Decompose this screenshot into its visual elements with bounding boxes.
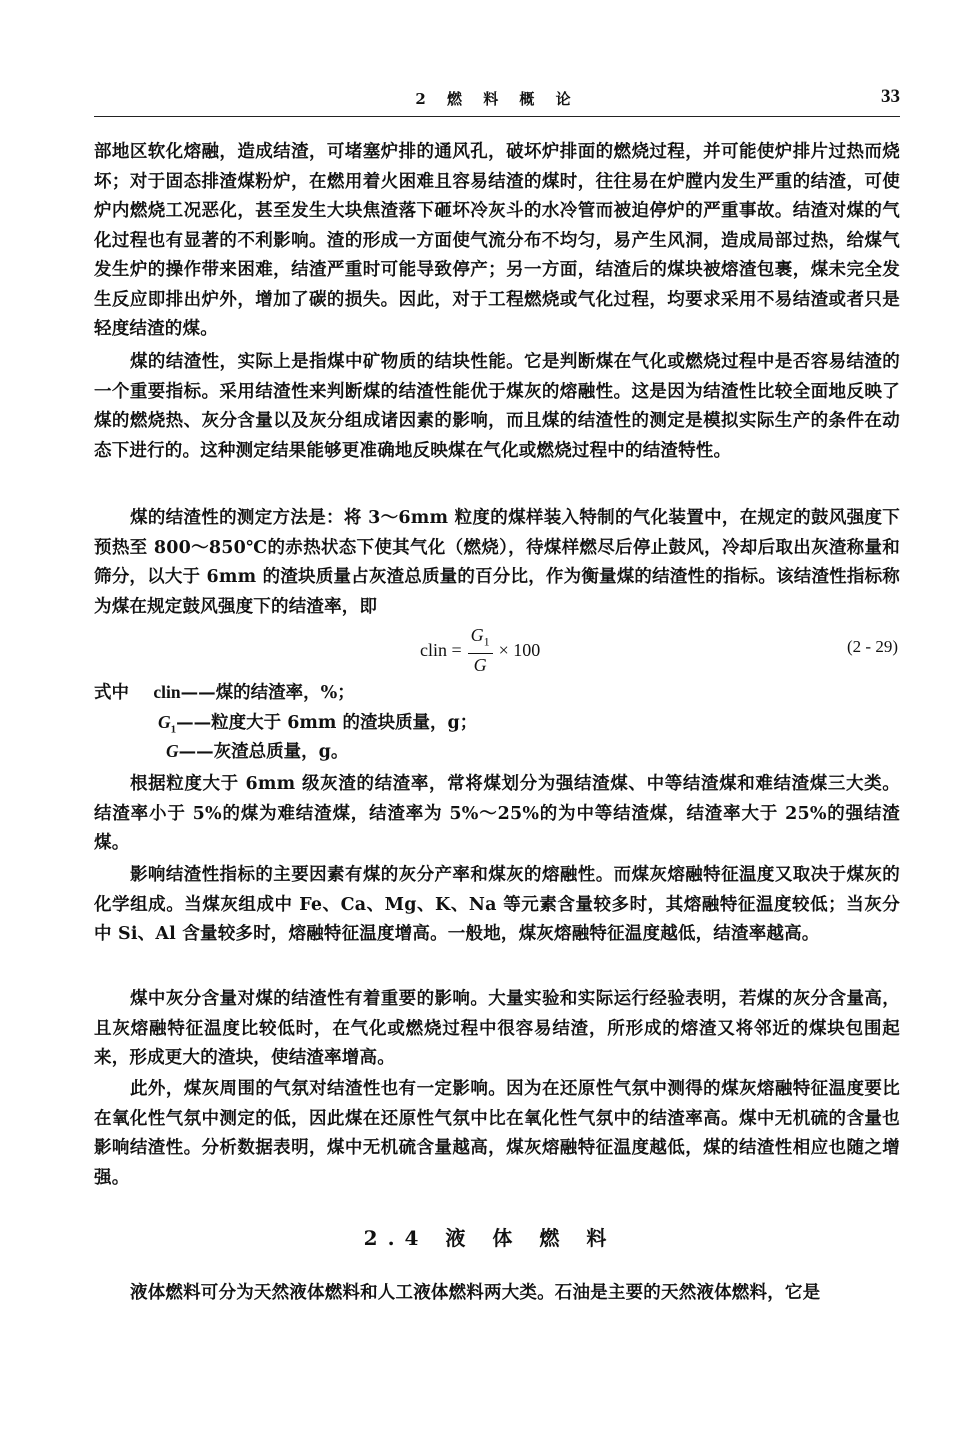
- paragraph-liquid-fuels: 液体燃料可分为天然液体燃料和人工液体燃料两大类。石油是主要的天然液体燃料，它是: [130, 1283, 821, 1303]
- paragraph-slagging-definition: 煤的结渣性，实际上是指煤中矿物质的结块性能。它是判断煤在气化或燃烧过程中是否容易结渣的一个重要指标。采用结渣性来判断煤的结渣性能优于煤灰的熔融性。这是因为结渣性比较全面地反映了煤的燃烧热、灰分含量以及灰分组成诸因素的影响，而且煤的结渣性的测定是模拟实际生产的条件在动态下进行的。这种测定结果能够更准确地反映煤在气化或燃烧过程中的结渣特性。: [94, 352, 900, 461]
- section-heading: 2.4 液 体 燃 料: [363, 1226, 617, 1250]
- page-header: [94, 86, 900, 116]
- paragraph-classification: 根据粒度大于 6mm 级灰渣的结渣率，常将煤划分为强结渣煤、中等结渣煤和难结渣煤三大类。结渣率小于 5%的煤为难结渣煤，结渣率为 5%～25%的为中等结渣煤，结渣率大于 25%的强结渣煤。: [94, 774, 900, 853]
- paragraph-slagging-effects: 部地区软化熔融，造成结渣，可堵塞炉排的通风孔，破坏炉排面的燃烧过程，并可能使炉排片过热而烧坏；对于固态排渣煤粉炉，在燃用着火困难且容易结渣的煤时，往往易在炉膛内发生严重的结渣，可使炉内燃烧工况恶化，甚至发生大块焦渣落下砸坏冷灰斗的水冷管而被迫停炉的严重事故。结渣对煤的气化过程也有显著的不利影响。渣的形成一方面使气流分布不均匀，易产生风洞，造成局部过热，给煤气发生炉的操作带来困难，结渣严重时可能导致停产；另一方面，结渣后的煤块被熔渣包裹，煤未完全发生反应即排出炉外，增加了碳的损失。因此，对于工程燃烧或气化过程，均要求采用不易结渣或者只是轻度结渣的煤。: [94, 142, 900, 339]
- paragraph-atmosphere: 此外，煤灰周围的气氛对结渣性也有一定影响。因为在还原性气氛中测得的煤灰熔融特征温度要比在氧化性气氛中测定的低，因此煤在还原性气氛中比在氧化性气氛中的结渣率高。煤中无机硫的含量也影响结渣性。分析数据表明，煤中无机硫含量越高，煤灰熔融特征温度越低，煤的结渣性相应也随之增强。: [94, 1079, 900, 1188]
- symbol-g: G: [166, 741, 179, 761]
- definition-g1-text: ——粒度大于 6mm 的渣块质量，g；: [176, 713, 478, 733]
- formula-fraction: [468, 625, 493, 675]
- header-rule: [94, 116, 900, 117]
- definition-clin: [94, 678, 355, 708]
- definition-g-text: ——灰渣总质量，g。: [178, 742, 349, 762]
- formula-numerator: $G_1$: [468, 625, 493, 654]
- definitions-lead: 式中: [94, 683, 129, 703]
- paragraph-ash-content: 煤中灰分含量对煤的结渣性有着重要的影响。大量实验和实际运行经验表明，若煤的灰分含量高，且灰熔融特征温度比较低时，在气化或燃烧过程中很容易结渣，所形成的熔渣又将邻近的煤块包围起来，形成更大的渣块，使结渣率增高。: [94, 989, 900, 1068]
- definition-clin-text: ——煤的结渣率，%；: [180, 683, 355, 703]
- page-number: 33: [881, 86, 900, 107]
- formula-lhs: clin =: [420, 639, 462, 660]
- formula-denominator: G: [473, 654, 487, 675]
- paragraph-test-method: 煤的结渣性的测定方法是：将 3～6mm 粒度的煤样装入特制的气化装置中，在规定的鼓风强度下预热至 800～850℃的赤热状态下使其气化（燃烧），待煤样燃尽后停止鼓风，冷却后取出灰渣称量和筛分，以大于 6mm 的渣块质量占灰渣总质量的百分比，作为衡量煤的结渣性的指标。该结渣性指标称为煤在规定鼓风强度下的结渣率，即: [94, 508, 900, 617]
- equation-number: (2 - 29): [847, 637, 898, 656]
- running-title: 2 燃 料 概 论: [415, 90, 579, 108]
- clinker-rate-formula: [420, 624, 540, 676]
- paragraph-influencing-factors: 影响结渣性指标的主要因素有煤的灰分产率和煤灰的熔融性。而煤灰熔融特征温度又取决于煤灰的化学组成。当煤灰组成中 Fe、Ca、Mg、K、Na 等元素含量较多时，其熔融特征温度较低；当灰分中 Si、Al 含量较多时，熔融特征温度增高。一般地，煤灰熔融特征温度越低，结渣率越高。: [94, 865, 900, 944]
- definition-g1: $G_1——$粒度大于 6mm 的渣块质量，g；: [158, 712, 478, 736]
- symbol-clin: clin: [153, 682, 181, 702]
- formula-rhs: × 100: [498, 639, 541, 660]
- definition-g: [166, 737, 348, 767]
- symbol-g1: G: [158, 712, 171, 732]
